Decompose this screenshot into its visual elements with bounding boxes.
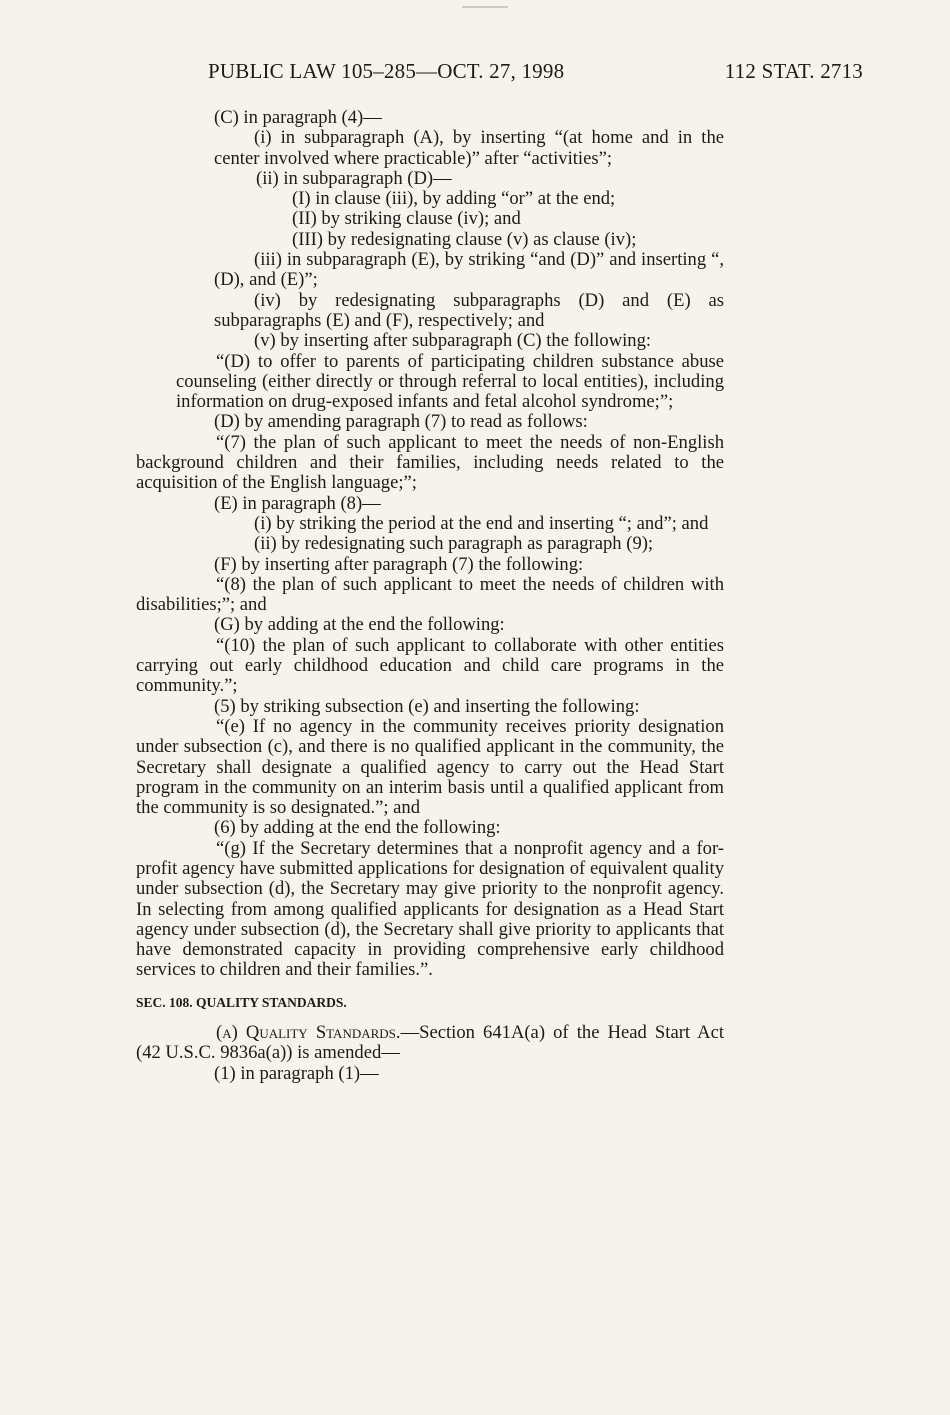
amendment-line: (I) in clause (iii), by adding “or” at the end; — [292, 188, 616, 210]
header-public-law: PUBLIC LAW 105–285—OCT. 27, 1998 — [208, 59, 565, 83]
amendment-line: (i) in subparagraph (A), by inserting “(at home and in the center involved where practicable)” after “activities”; — [214, 127, 724, 169]
amendment-line: (6) by adding at the end the following: — [214, 817, 501, 839]
quoted-text: “(D) to offer to parents of participating children substance abuse counseling (either directly or through referral to local entities), including information on drug-exposed infants and fetal alcohol syndrome;”; — [176, 350, 724, 413]
quoted-text: “(10) the plan of such applicant to collaborate with other entities carrying out early childhood education and child care programs in the community.”; — [136, 634, 724, 697]
quoted-text: “(8) the plan of such applicant to meet the needs of children with disabilities;”; and — [136, 573, 724, 616]
amendment-line: (II) by striking clause (iv); and — [292, 208, 521, 230]
amendment-line: (iii) in subparagraph (E), by striking “and (D)” and inserting “, (D), and (E)”; — [214, 249, 724, 291]
running-header — [208, 59, 863, 89]
amendment-line: (E) in paragraph (8)— — [214, 492, 381, 514]
amendment-line: (v) by inserting after subparagraph (C) the following: — [254, 330, 652, 352]
amendment-line: (G) by adding at the end the following: — [214, 614, 505, 636]
section-text: —Section 641A(a) of the Head Start Act (42 U.S.C. 9836a(a)) is amended— — [136, 1022, 724, 1064]
amendment-line: (III) by redesignating clause (v) as clause (iv); — [292, 228, 637, 250]
section-paragraph — [136, 1023, 724, 1064]
amendment-line: (5) by striking subsection (e) and inserting the following: — [214, 695, 640, 717]
section-subheading: (a) Quality Standards. — [216, 1022, 401, 1044]
amendment-line: (F) by inserting after paragraph (7) the following: — [214, 553, 584, 575]
amendment-line: (1) in paragraph (1)— — [214, 1062, 379, 1084]
header-stat-page: 112 STAT. 2713 — [724, 59, 863, 83]
quoted-text: “(g) If the Secretary determines that a nonprofit agency and a for-profit agency have submitted applications for designation of equivalent quality under subsection (d), the Secretary may give priority to the nonprofit agency. In selecting from among qualified applicants for designation as a Head Start agency under subsection (d), the Secretary shall give priority to applicants that have demonstrated capacity in providing comprehensive early childhood services to children and their families.”. — [136, 837, 724, 981]
scan-artifact — [462, 6, 508, 8]
quoted-text: “(e) If no agency in the community receives priority designation under subsection (c), and there is no qualified applicant in the community, the Secretary shall designate a qualified agency to carry out the Head Start program in the community on an interim basis until a qualified applicant from the community is so designated.”; and — [136, 715, 724, 819]
amendment-line: (i) by striking the period at the end and inserting “; and”; and — [254, 512, 709, 534]
document-body — [136, 108, 724, 1084]
amendment-line: (iv) by redesignating subparagraphs (D) and (E) as subparagraphs (E) and (F), respectively; and — [214, 289, 724, 331]
section-heading: SEC. 108. QUALITY STANDARDS. — [136, 994, 347, 1010]
quoted-text: “(7) the plan of such applicant to meet the needs of non-English background children and their families, including needs related to the acquisition of the English language;”; — [136, 431, 724, 494]
amendment-line: (ii) by redesignating such paragraph as paragraph (9); — [254, 533, 654, 555]
amendment-line: (D) by amending paragraph (7) to read as follows: — [214, 411, 588, 433]
amendment-line: (ii) in subparagraph (D)— — [256, 167, 452, 189]
amendment-line: (C) in paragraph (4)— — [214, 107, 382, 128]
